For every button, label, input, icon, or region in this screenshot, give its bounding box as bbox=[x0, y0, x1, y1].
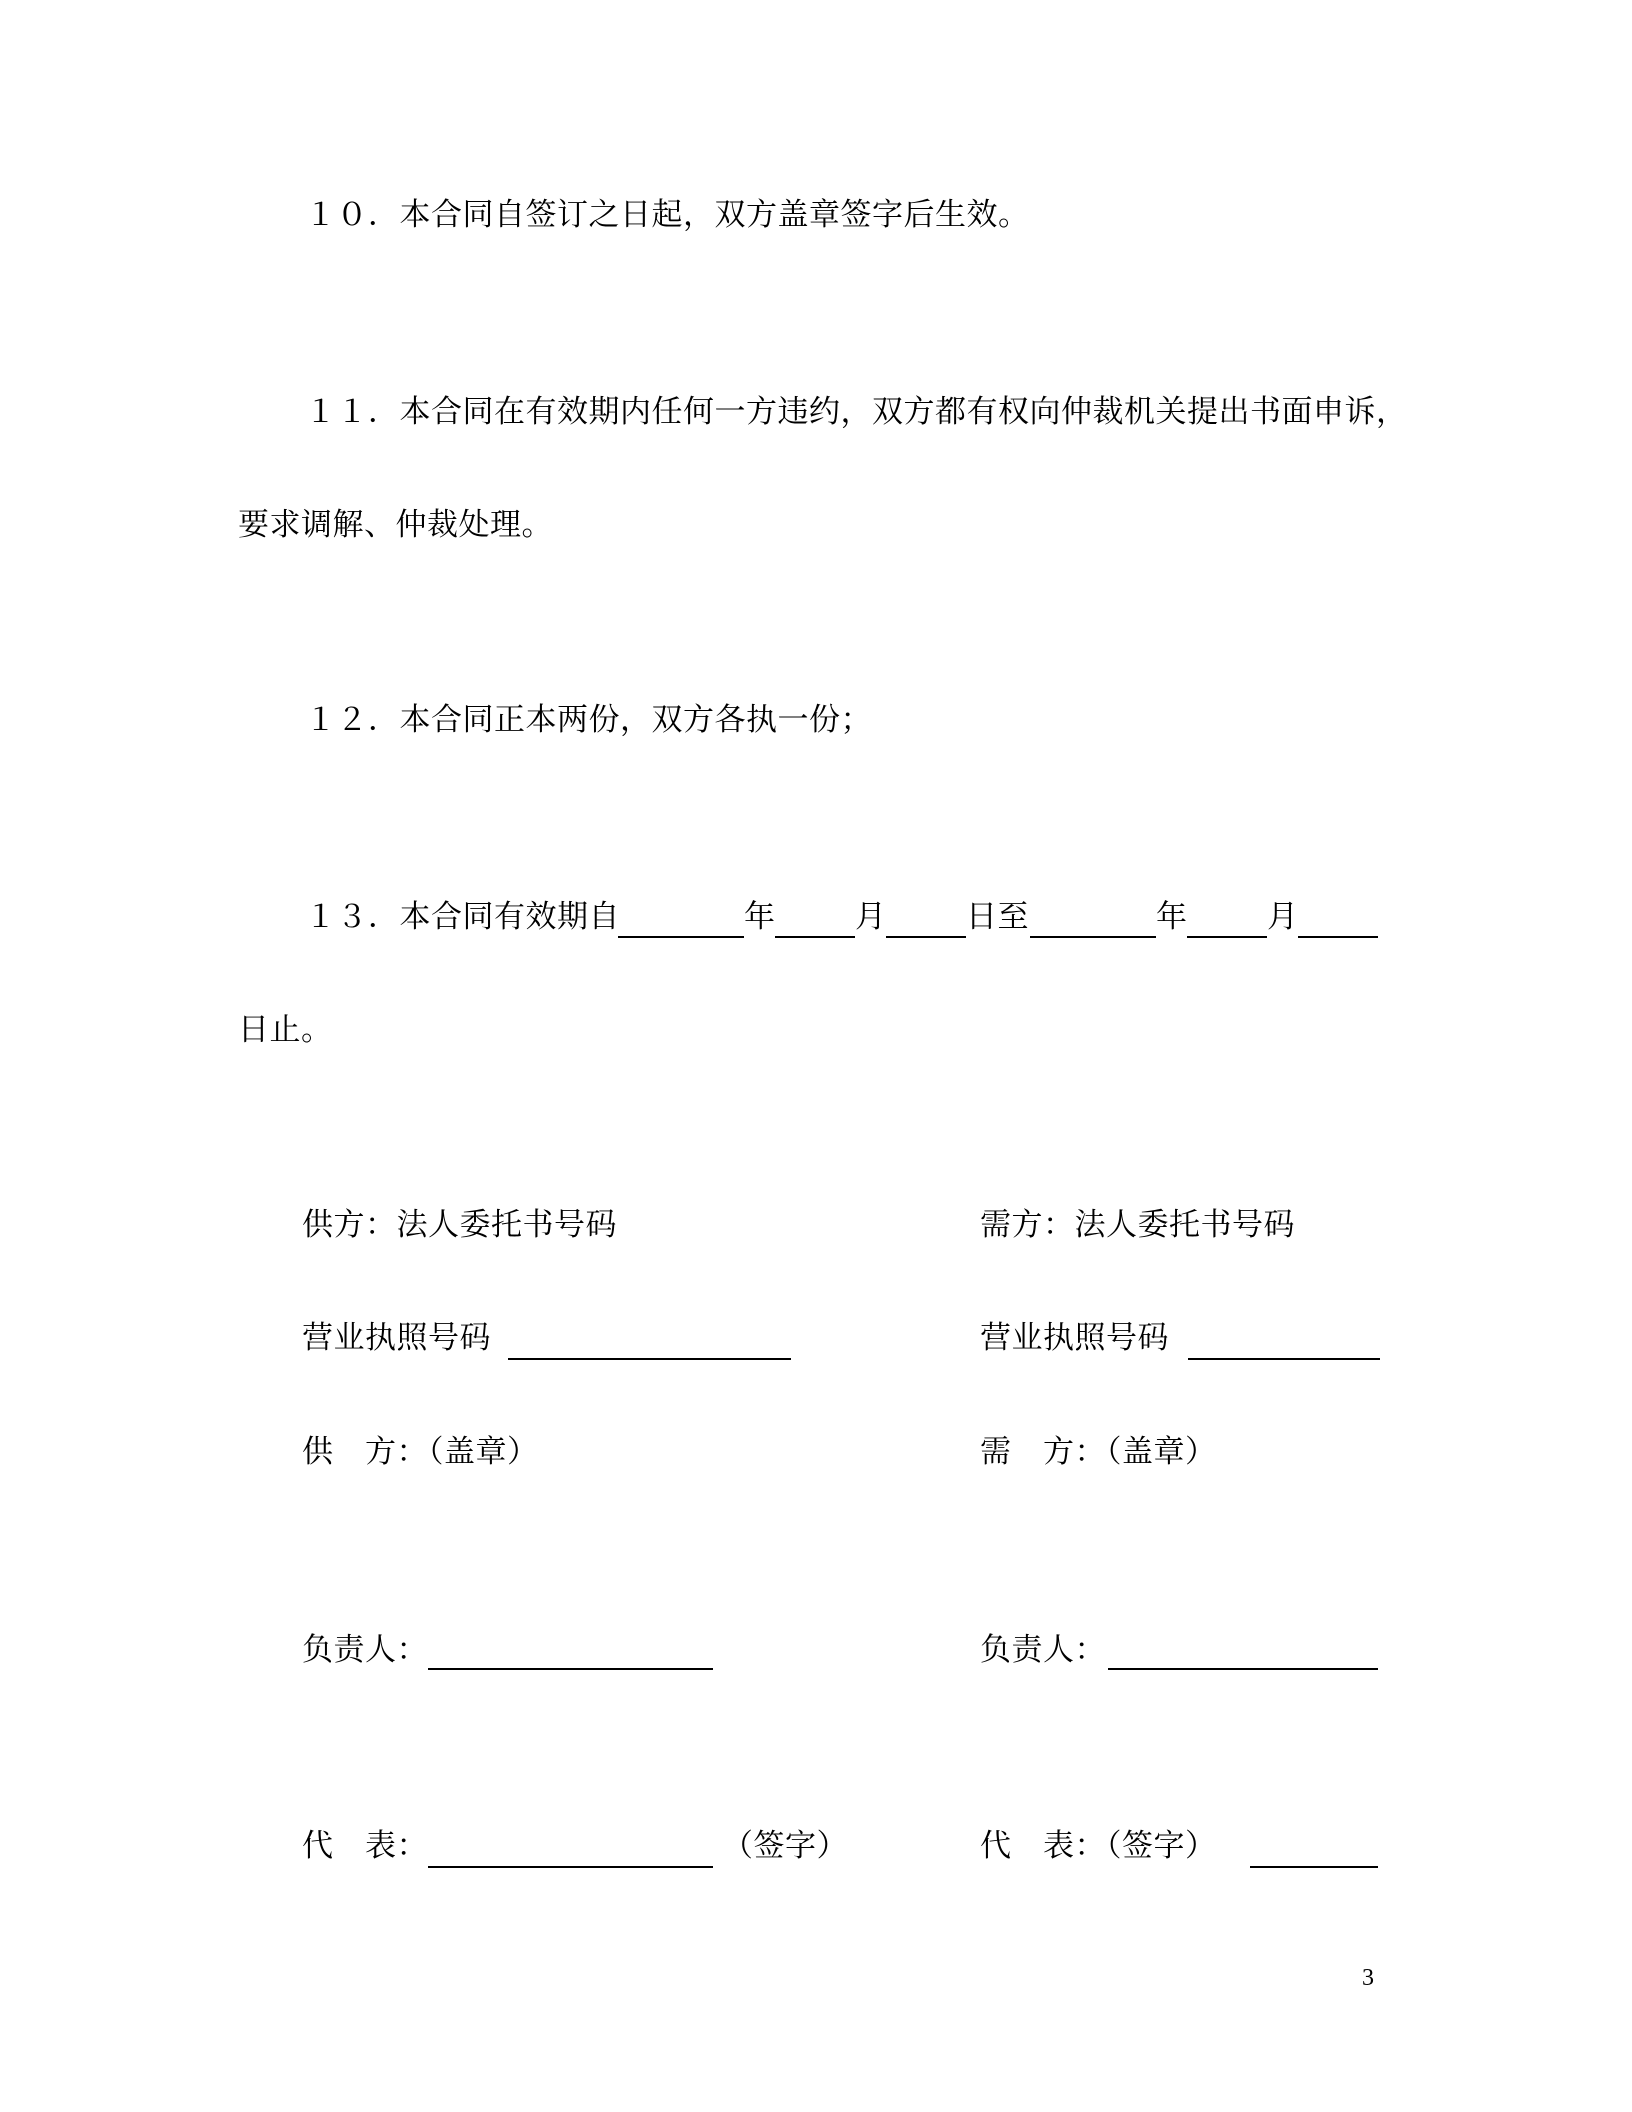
buyer-responsible-field[interactable] bbox=[1108, 1668, 1378, 1670]
buyer-rep-field[interactable] bbox=[1250, 1866, 1378, 1868]
page-number: 3 bbox=[1362, 1965, 1374, 1991]
supplier-seal-label: 供 方：（盖章） bbox=[302, 1434, 539, 1470]
clause-11-line-1: １１．本合同在有效期内任何一方违约，双方都有权向仲裁机关提出书面申诉， bbox=[305, 394, 1408, 430]
clause-13-year-2: 年 bbox=[1156, 899, 1188, 935]
buyer-license-label: 营业执照号码 bbox=[980, 1320, 1169, 1356]
buyer-seal-label: 需 方：（盖章） bbox=[980, 1434, 1217, 1470]
supplier-rep-sign-label: （签字） bbox=[722, 1828, 848, 1864]
supplier-rep-field[interactable] bbox=[428, 1866, 713, 1868]
clause-13-month-1: 月 bbox=[855, 899, 887, 935]
start-month-blank[interactable] bbox=[775, 936, 855, 938]
end-month-blank[interactable] bbox=[1187, 936, 1267, 938]
start-year-blank[interactable] bbox=[618, 936, 744, 938]
end-year-blank[interactable] bbox=[1030, 936, 1156, 938]
buyer-proxy-label: 需方：法人委托书号码 bbox=[980, 1207, 1295, 1243]
clause-11-line-2: 要求调解、仲裁处理。 bbox=[238, 507, 553, 543]
supplier-responsible-label: 负责人： bbox=[302, 1632, 428, 1668]
supplier-rep-label: 代 表： bbox=[302, 1828, 428, 1864]
start-day-blank[interactable] bbox=[886, 936, 966, 938]
buyer-responsible-label: 负责人： bbox=[980, 1632, 1106, 1668]
clause-10: １０．本合同自签订之日起，双方盖章签字后生效。 bbox=[305, 197, 1030, 233]
end-day-blank[interactable] bbox=[1298, 936, 1378, 938]
clause-13-end: 日止。 bbox=[238, 1012, 333, 1048]
buyer-license-field[interactable] bbox=[1188, 1358, 1380, 1360]
supplier-license-field[interactable] bbox=[508, 1358, 791, 1360]
supplier-license-label: 营业执照号码 bbox=[302, 1320, 491, 1356]
clause-13-year-1: 年 bbox=[744, 899, 776, 935]
buyer-rep-label: 代 表：（签字） bbox=[980, 1828, 1217, 1864]
supplier-responsible-field[interactable] bbox=[428, 1668, 713, 1670]
clause-13-month-2: 月 bbox=[1267, 899, 1299, 935]
supplier-proxy-label: 供方：法人委托书号码 bbox=[302, 1207, 617, 1243]
clause-12: １２．本合同正本两份，双方各执一份； bbox=[305, 702, 872, 738]
clause-13-day-1: 日至 bbox=[966, 899, 1029, 935]
clause-13-prefix: １３．本合同有效期自 bbox=[305, 899, 620, 935]
